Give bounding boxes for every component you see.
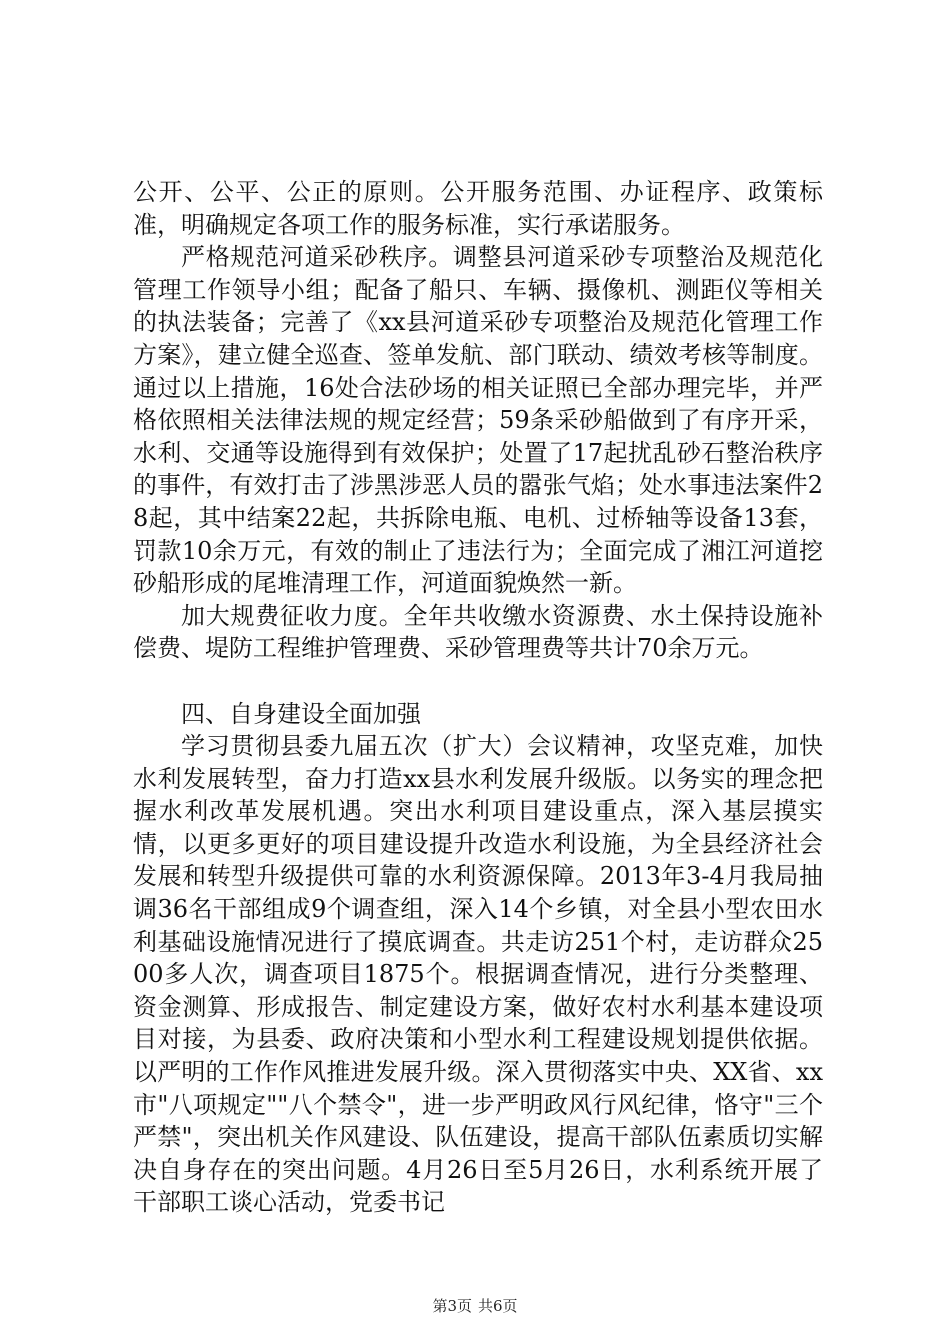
paragraph-continuation: 公开、公平、公正的原则。公开服务范围、办证程序、政策标准，明确规定各项工作的服务标准，实行承诺服务。 [133, 178, 823, 239]
page-footer [0, 1296, 950, 1316]
section-spacer [133, 665, 823, 698]
page-number: 第3页 [432, 1297, 472, 1315]
page-total: 共6页 [478, 1297, 518, 1315]
paragraph-sand-mining: 严格规范河道采砂秩序。调整县河道采砂专项整治及规范化管理工作领导小组；配备了船只、车辆、摄像机、测距仪等相关的执法装备；完善了《xx县河道采砂专项整治及规范化管理工作方案》，建立健全巡查、签单发航、部门联动、绩效考核等制度。通过以上措施，16处合法砂场的相关证照已全部办理完毕，并严格依照相关法律法规的规定经营；59条采砂船做到了有序开采，水利、交通等设施得到有效保护；处置了17起扰乱砂石整治秩序的事件，有效打击了涉黑涉恶人员的嚣张气焰；处水事违法案件28起，其中结案22起，共拆除电瓶、电机、过桥轴等设备13套，罚款10余万元，有效的制止了违法行为；全面完成了湘江河道挖砂船形成的尾堆清理工作，河道面貌焕然一新。 [133, 243, 823, 598]
section-heading: 四、自身建设全面加强 [181, 699, 421, 728]
paragraph-fee-collection: 加大规费征收力度。全年共收缴水资源费、水土保持设施补偿费、堤防工程维护管理费、采砂管理费等共计70余万元。 [133, 601, 823, 663]
document-body [133, 176, 823, 1219]
paragraph-self-construction: 学习贯彻县委九届五次（扩大）会议精神，攻坚克难，加快水利发展转型，奋力打造xx县水利发展升级版。以务实的理念把握水利改革发展机遇。突出水利项目建设重点，深入基层摸实情，以更多更好的项目建设提升改造水利设施，为全县经济社会发展和转型升级提供可靠的水利资源保障。2013年3-4月我局抽调36名干部组成9个调查组，深入14个乡镇，对全县小型农田水利基础设施情况进行了摸底调查。共走访251个村，走访群众2500多人次，调查项目1875个。根据调查情况，进行分类整理、资金测算、形成报告、制定建设方案，做好农村水利基本建设项目对接，为县委、政府决策和小型水利工程建设规划提供依据。以严明的工作作风推进发展升级。深入贯彻落实中央、XX省、xx市"八项规定""八个禁令"，进一步严明政风行风纪律，恪守"三个严禁"，突出机关作风建设、队伍建设，提高干部队伍素质切实解决自身存在的突出问题。4月26日至5月26日，水利系统开展了干部职工谈心活动，党委书记 [133, 732, 823, 1217]
